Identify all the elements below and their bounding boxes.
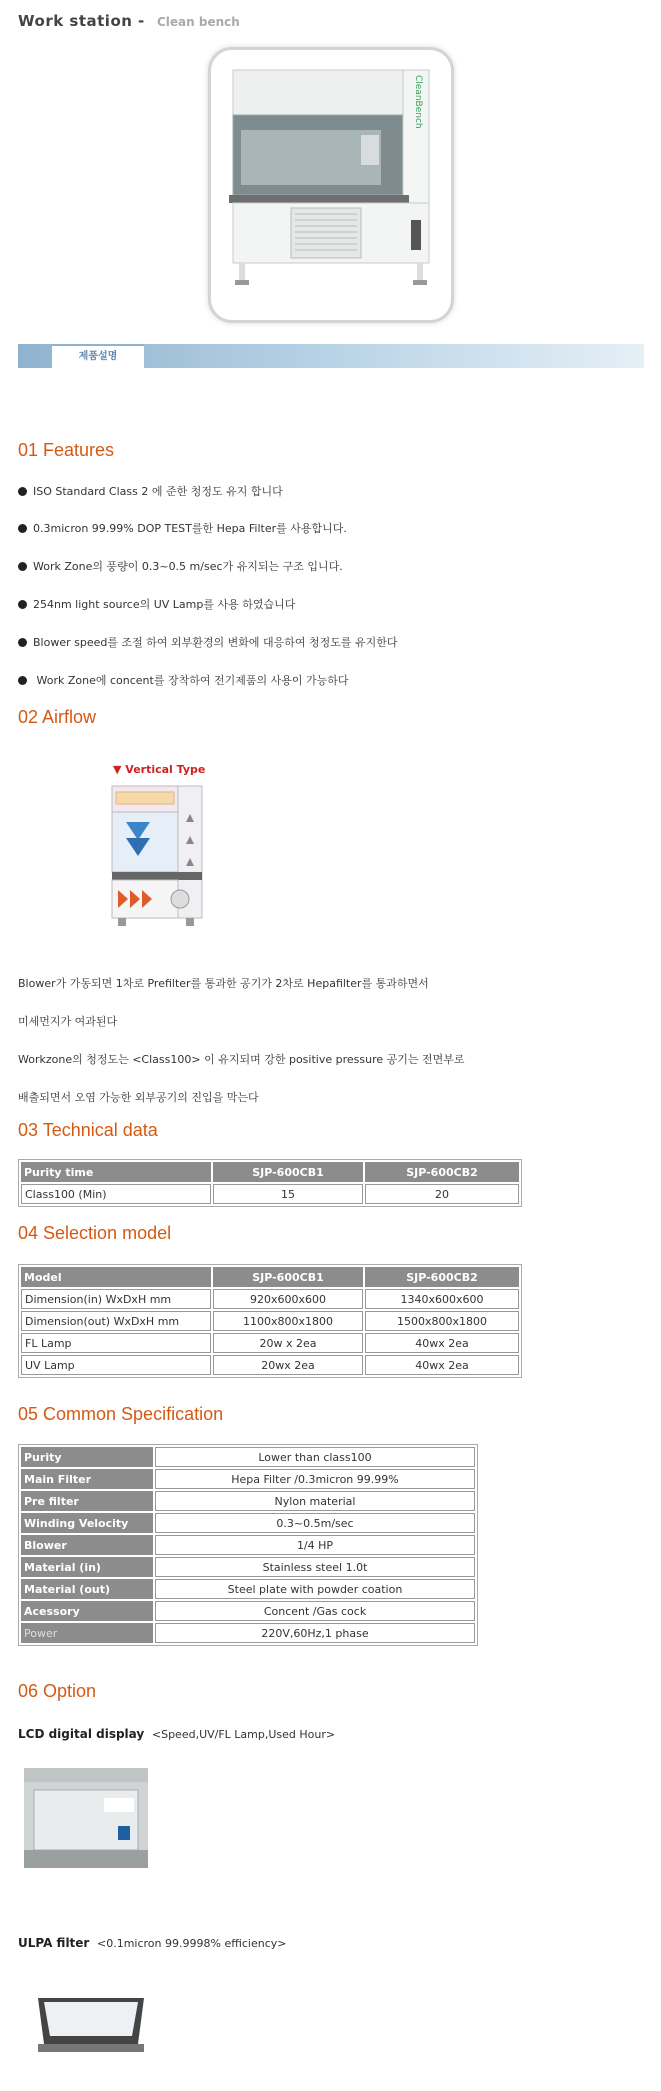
spec-value: Lower than class100 — [155, 1447, 475, 1467]
spec-label: Pre filter — [21, 1491, 153, 1511]
table-row — [21, 1601, 475, 1621]
table-header-cell: SJP-600CB1 — [213, 1267, 363, 1287]
table-header-cell: SJP-600CB1 — [213, 1162, 363, 1182]
table-cell: Class100 (Min) — [21, 1184, 211, 1204]
bullet-icon — [18, 562, 27, 571]
technical-table — [18, 1159, 522, 1207]
table-cell: Dimension(in) WxDxH mm — [21, 1289, 211, 1309]
spec-value: 220V,60Hz,1 phase — [155, 1623, 475, 1643]
table-header-cell: SJP-600CB2 — [365, 1267, 519, 1287]
spec-label: Winding Velocity — [21, 1513, 153, 1533]
table-row — [21, 1333, 519, 1353]
table-header-cell: Model — [21, 1267, 211, 1287]
feature-item: Blower speed를 조절 하여 외부환경의 변화에 대응하여 청정도를 유지한다 — [18, 634, 397, 650]
common-spec-table — [18, 1444, 478, 1646]
table-row — [21, 1311, 519, 1331]
table-row — [21, 1513, 475, 1533]
table-row — [21, 1355, 519, 1375]
feature-item: Work Zone의 풍량이 0.3~0.5 m/sec가 유지되는 구조 입니다. — [18, 558, 343, 574]
table-row — [21, 1557, 475, 1577]
airflow-text: 배출되면서 오염 가능한 외부공기의 진입을 막는다 — [18, 1091, 259, 1104]
page-title: Work station — [18, 12, 133, 30]
spec-label: Acessory — [21, 1601, 153, 1621]
table-header-row — [21, 1162, 519, 1182]
spec-value: 0.3~0.5m/sec — [155, 1513, 475, 1533]
feature-item: 0.3micron 99.99% DOP TEST를한 Hepa Filter를 사용합니다. — [18, 520, 347, 536]
selection-table — [18, 1264, 522, 1378]
table-row — [21, 1491, 475, 1511]
bullet-icon — [18, 524, 27, 533]
table-row — [21, 1289, 519, 1309]
feature-item: ISO Standard Class 2 에 준한 청정도 유지 합니다 — [18, 483, 283, 499]
spec-value: Steel plate with powder coation — [155, 1579, 475, 1599]
title-separator: - — [138, 12, 145, 30]
spec-value: Hepa Filter /0.3micron 99.99% — [155, 1469, 475, 1489]
feature-item: 254nm light source의 UV Lamp를 사용 하였습니다 — [18, 596, 295, 612]
table-row — [21, 1623, 475, 1643]
feature-item: Work Zone에 concent를 장착하여 전기제품의 사용이 가능하다 — [18, 672, 348, 688]
table-row — [21, 1579, 475, 1599]
page-subtitle: Clean bench — [157, 15, 240, 29]
option-heading: 06 Option — [18, 1681, 97, 1701]
spec-label: Main Filter — [21, 1469, 153, 1489]
table-row — [21, 1447, 475, 1467]
table-cell: UV Lamp — [21, 1355, 211, 1375]
table-cell: 1100x800x1800 — [213, 1311, 363, 1331]
option-lcd-label: LCD digital display <Speed,UV/FL Lamp,Used Hour> — [18, 1727, 336, 1741]
clean-bench-illustration — [211, 50, 451, 320]
table-cell: 20 — [365, 1184, 519, 1204]
table-cell: 40wx 2ea — [365, 1333, 519, 1353]
spec-value: 1/4 HP — [155, 1535, 475, 1555]
table-header-cell: Purity time — [21, 1162, 211, 1182]
common-spec-heading: 05 Common Specification — [18, 1404, 224, 1424]
bullet-icon — [18, 676, 27, 685]
technical-heading: 03 Technical data — [18, 1120, 158, 1140]
tab-product-description[interactable]: 제품설명 — [52, 344, 144, 368]
table-row — [21, 1184, 519, 1204]
spec-label: Power — [21, 1623, 153, 1643]
airflow-text: Blower가 가동되면 1차로 Prefilter를 통과한 공기가 2차로 Hepafilter를 통과하면서 — [18, 977, 429, 990]
spec-label: Purity — [21, 1447, 153, 1467]
table-cell: 920x600x600 — [213, 1289, 363, 1309]
table-header-row — [21, 1267, 519, 1287]
bullet-icon — [18, 638, 27, 647]
table-header-cell: SJP-600CB2 — [365, 1162, 519, 1182]
table-row — [21, 1535, 475, 1555]
features-heading: 01 Features — [18, 440, 115, 460]
airflow-diagram-label: ▼ Vertical Type — [113, 763, 206, 776]
table-cell: 20wx 2ea — [213, 1355, 363, 1375]
airflow-text: 미세먼지가 여과된다 — [18, 1015, 118, 1028]
table-cell: 15 — [213, 1184, 363, 1204]
bullet-icon — [18, 487, 27, 496]
table-cell: Dimension(out) WxDxH mm — [21, 1311, 211, 1331]
option-ulpa-label: ULPA filter <0.1micron 99.9998% efficiency> — [18, 1936, 287, 1950]
ulpa-filter-photo — [26, 1980, 156, 2068]
table-cell: 1500x800x1800 — [365, 1311, 519, 1331]
lcd-display-photo — [24, 1768, 148, 1868]
selection-heading: 04 Selection model — [18, 1223, 172, 1243]
spec-label: Material (in) — [21, 1557, 153, 1577]
spec-value: Stainless steel 1.0t — [155, 1557, 475, 1577]
airflow-heading: 02 Airflow — [18, 707, 97, 727]
spec-value: Concent /Gas cock — [155, 1601, 475, 1621]
airflow-diagram — [108, 782, 208, 934]
table-cell: FL Lamp — [21, 1333, 211, 1353]
spec-label: Blower — [21, 1535, 153, 1555]
product-photo — [208, 47, 454, 323]
table-cell: 40wx 2ea — [365, 1355, 519, 1375]
description-tab-bar — [18, 344, 644, 368]
table-cell: 20w x 2ea — [213, 1333, 363, 1353]
table-row — [21, 1469, 475, 1489]
bullet-icon — [18, 600, 27, 609]
brand-text: CleanBench — [413, 75, 423, 129]
airflow-text: Workzone의 청정도는 <Class100> 이 유지되며 강한 positive pressure 공기는 전면부로 — [18, 1053, 465, 1066]
spec-value: Nylon material — [155, 1491, 475, 1511]
spec-label: Material (out) — [21, 1579, 153, 1599]
table-cell: 1340x600x600 — [365, 1289, 519, 1309]
